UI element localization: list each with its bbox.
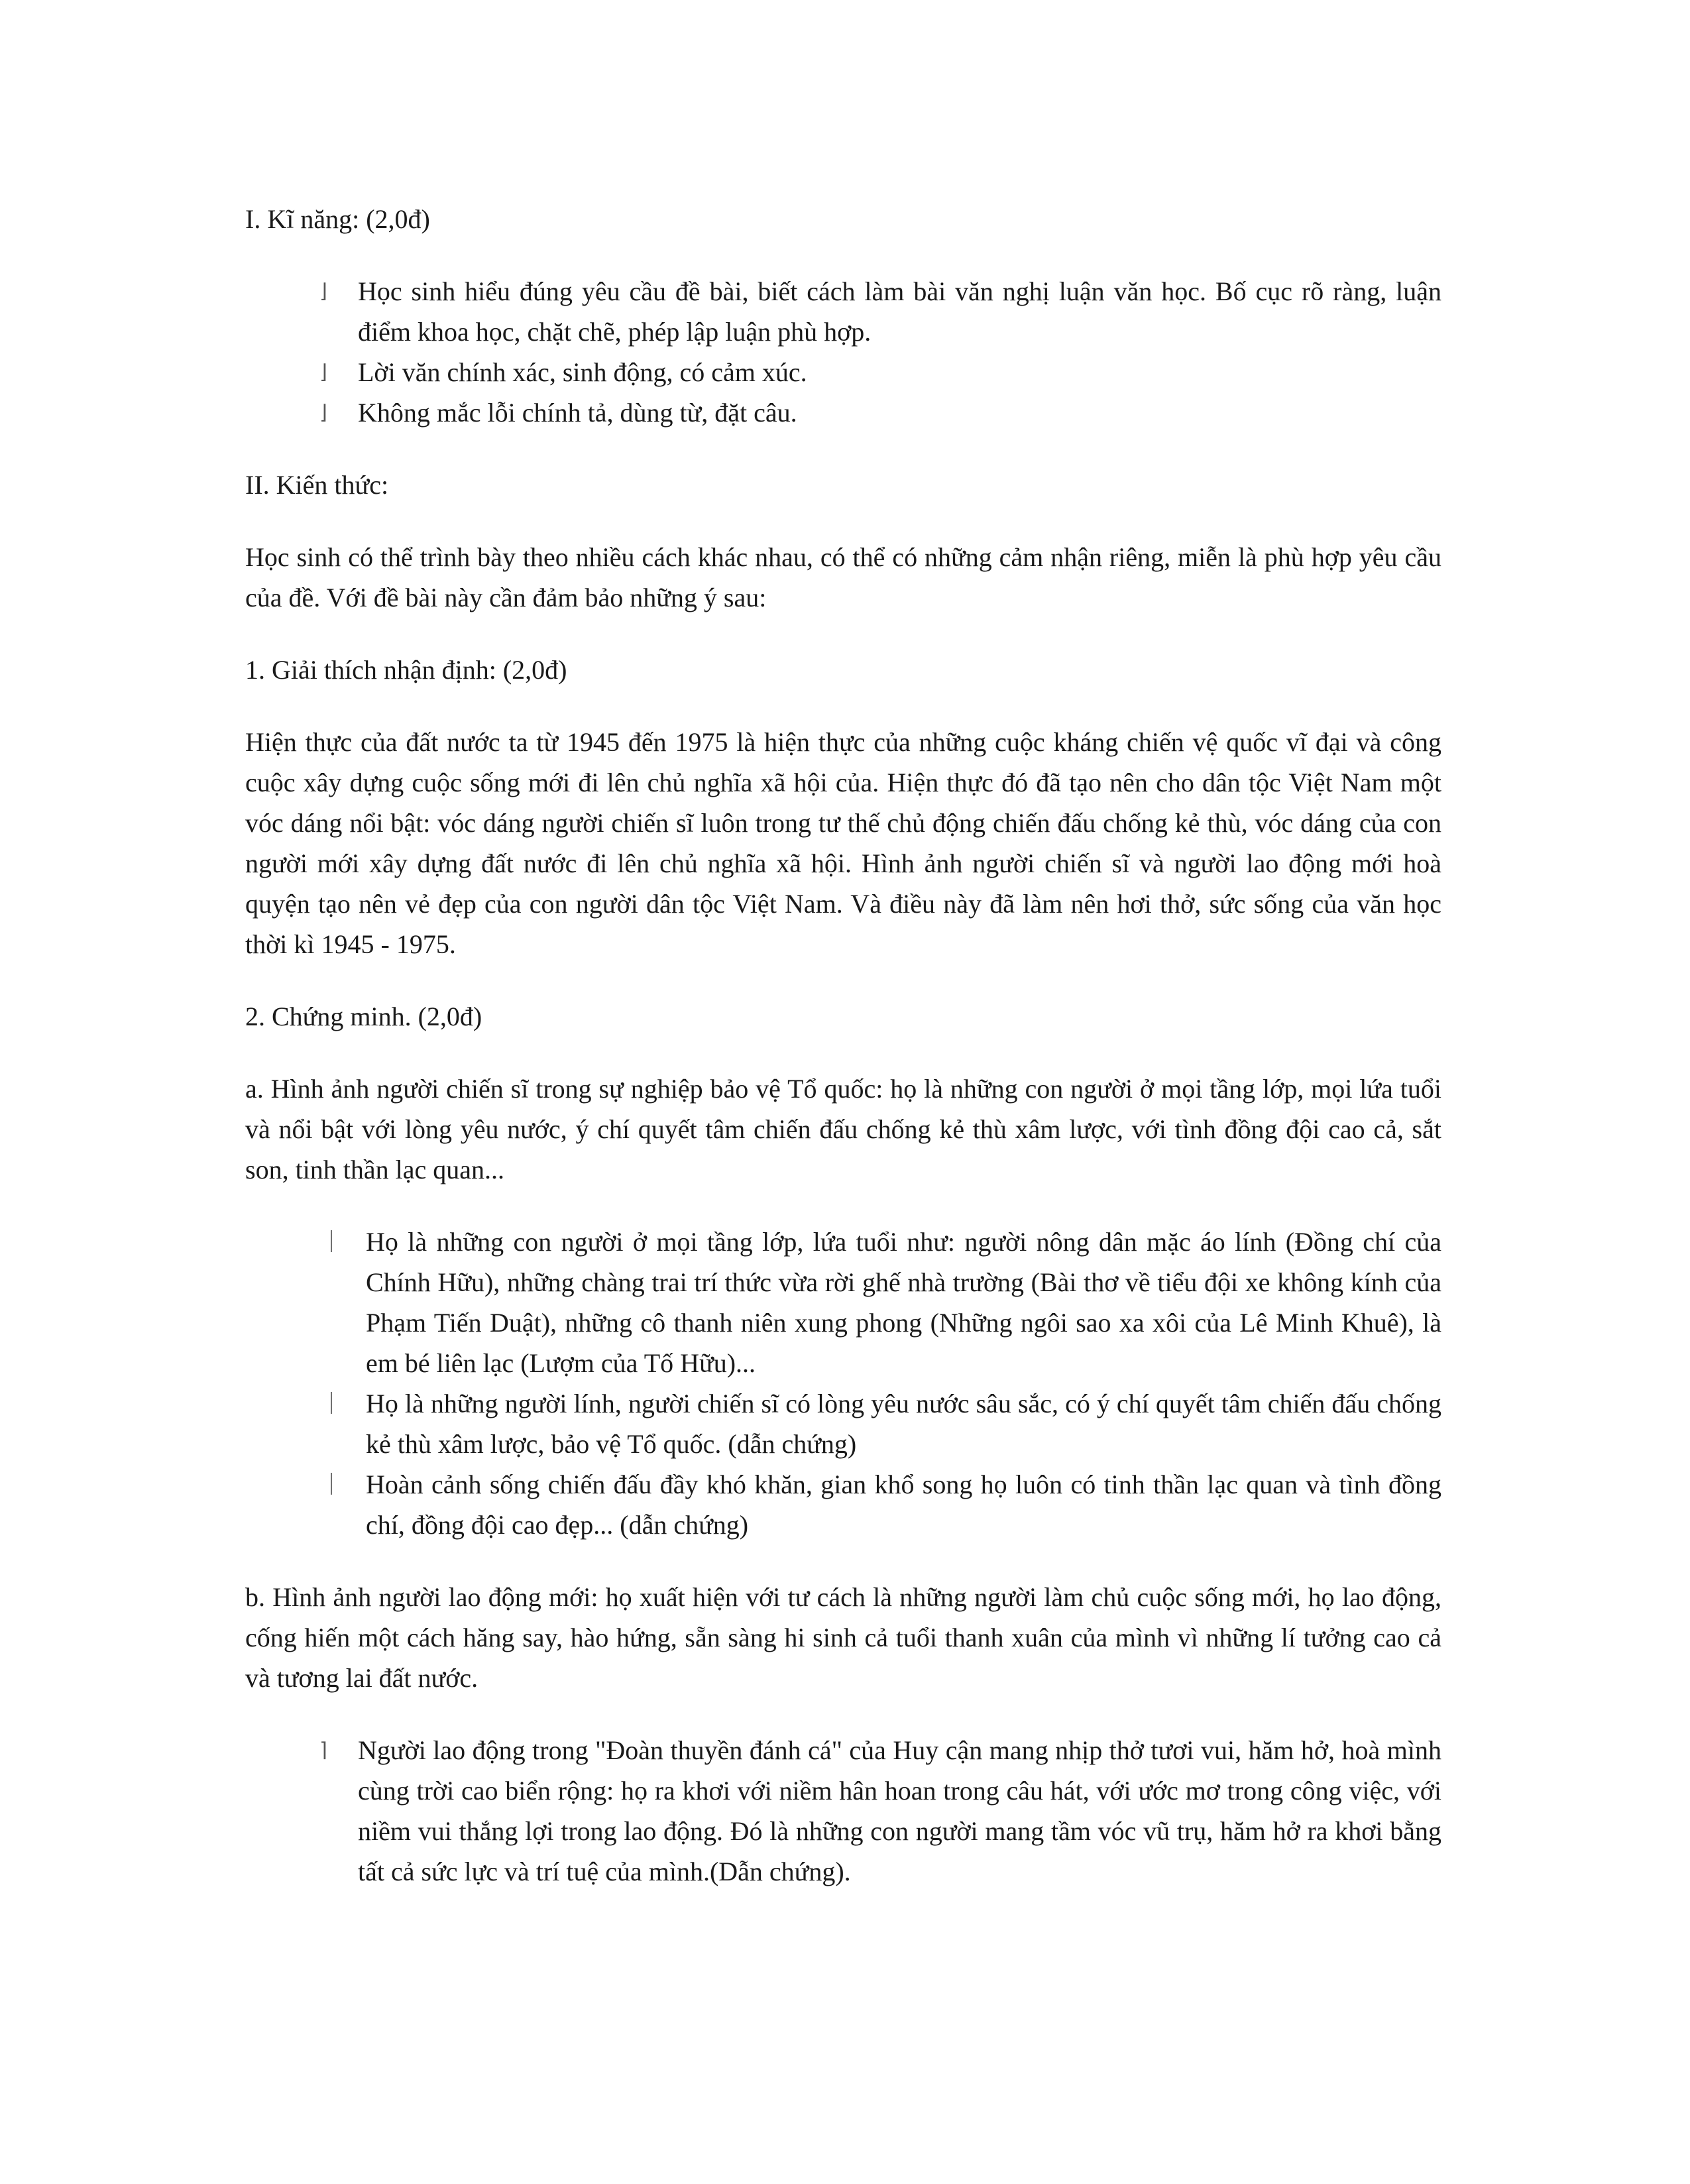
- section-2-intro: Học sinh có thể trình bày theo nhiều cách khác nhau, có thể có những cảm nhận riêng, miễn là phù hợp yêu cầu của đề. Với đề bài này cần đảm bảo những ý sau:: [245, 542, 1441, 612]
- part-2b-intro: b. Hình ảnh người lao động mới: họ xuất hiện với tư cách là những người làm chủ cuộc sống mới, họ lao động, cống hiến một cách hăng say, hào hứng, sẵn sàng hi sinh cả tuổi thanh xuân của mình vì những lí tưởng cao cả và tương lai đất nước.: [245, 1582, 1441, 1693]
- bullet-icon: ⏐: [325, 1473, 337, 1496]
- list-item-text: Người lao động trong "Đoàn thuyền đánh cá" của Huy cận mang nhịp thở tươi vui, hăm hở, hoà mình cùng trời cao biển rộng: họ ra khơi với niềm hân hoan trong câu hát, với ước mơ trong công việc, với niềm vui thắng lợi trong lao động. Đó là những con người mang tầm vóc vũ trụ, hăm hở ra khơi bằng tất cả sức lực và trí tuệ của mình.(Dẫn chứng).: [358, 1735, 1441, 1886]
- section-2-title: II. Kiến thức:: [245, 470, 389, 500]
- list-item: [311, 1464, 1441, 1545]
- list-item: [304, 1730, 1441, 1892]
- soldier-evidence-list: [311, 1222, 1441, 1545]
- bullet-icon: ⏐: [325, 1392, 337, 1415]
- list-item: [304, 352, 1441, 392]
- worker-evidence-list: [304, 1730, 1441, 1892]
- section-1-title: I. Kĩ năng: (2,0đ): [245, 204, 430, 234]
- list-item-text: Hoàn cảnh sống chiến đấu đầy khó khăn, gian khổ song họ luôn có tinh thần lạc quan và tình đồng chí, đồng đội cao đẹp... (dẫn chứng): [366, 1469, 1441, 1540]
- skills-list: [304, 271, 1441, 433]
- bullet-icon: ⌋: [319, 280, 327, 303]
- part-1-title: 1. Giải thích nhận định: (2,0đ): [245, 655, 567, 685]
- bullet-icon: ⌋: [319, 361, 327, 384]
- list-item: [304, 271, 1441, 352]
- bullet-icon: ⏐: [325, 1230, 337, 1253]
- part-2-title: 2. Chứng minh. (2,0đ): [245, 1002, 482, 1031]
- bullet-icon: ⌋: [319, 401, 327, 424]
- bullet-icon: ⌉: [319, 1739, 327, 1762]
- list-item-text: Họ là những con người ở mọi tầng lớp, lứa tuổi như: người nông dân mặc áo lính (Đồng chí của Chính Hữu), những chàng trai trí thức vừa rời ghế nhà trường (Bài thơ về tiểu đội xe không kính của Phạm Tiến Duật), những cô thanh niên xung phong (Những ngôi sao xa xôi của Lê Minh Khuê), là em bé liên lạc (Lượm của Tố Hữu)...: [366, 1227, 1441, 1378]
- part-1-body: Hiện thực của đất nước ta từ 1945 đến 1975 là hiện thực của những cuộc kháng chiến vệ quốc vĩ đại và công cuộc xây dựng cuộc sống mới đi lên chủ nghĩa xã hội của. Hiện thực đó đã tạo nên cho dân tộc Việt Nam một vóc dáng nổi bật: vóc dáng người chiến sĩ luôn trong tư thế chủ động chiến đấu chống kẻ thù, vóc dáng của con người mới xây dựng đất nước đi lên chủ nghĩa xã hội. Hình ảnh người chiến sĩ và người lao động mới hoà quyện tạo nên vẻ đẹp của con người dân tộc Việt Nam. Và điều này đã làm nên hơi thở, sức sống của văn học thời kì 1945 - 1975.: [245, 727, 1441, 959]
- list-item: [311, 1383, 1441, 1464]
- part-2a-intro: a. Hình ảnh người chiến sĩ trong sự nghiệp bảo vệ Tổ quốc: họ là những con người ở mọi tầng lớp, mọi lứa tuổi và nổi bật với lòng yêu nước, ý chí quyết tâm chiến đấu chống kẻ thù xâm lược, với tình đồng đội cao cả, sắt son, tinh thần lạc quan...: [245, 1074, 1441, 1184]
- document-body: [245, 199, 1441, 1924]
- list-item-text: Họ là những người lính, người chiến sĩ có lòng yêu nước sâu sắc, có ý chí quyết tâm chiến đấu chống kẻ thù xâm lược, bảo vệ Tổ quốc. (dẫn chứng): [366, 1389, 1441, 1459]
- list-item-text: Không mắc lỗi chính tả, dùng từ, đặt câu.: [358, 398, 797, 428]
- list-item: [304, 392, 1441, 433]
- list-item-text: Học sinh hiểu đúng yêu cầu đề bài, biết cách làm bài văn nghị luận văn học. Bố cục rõ ràng, luận điểm khoa học, chặt chẽ, phép lập luận phù hợp.: [358, 276, 1441, 347]
- list-item-text: Lời văn chính xác, sinh động, có cảm xúc.: [358, 357, 807, 387]
- list-item: [311, 1222, 1441, 1383]
